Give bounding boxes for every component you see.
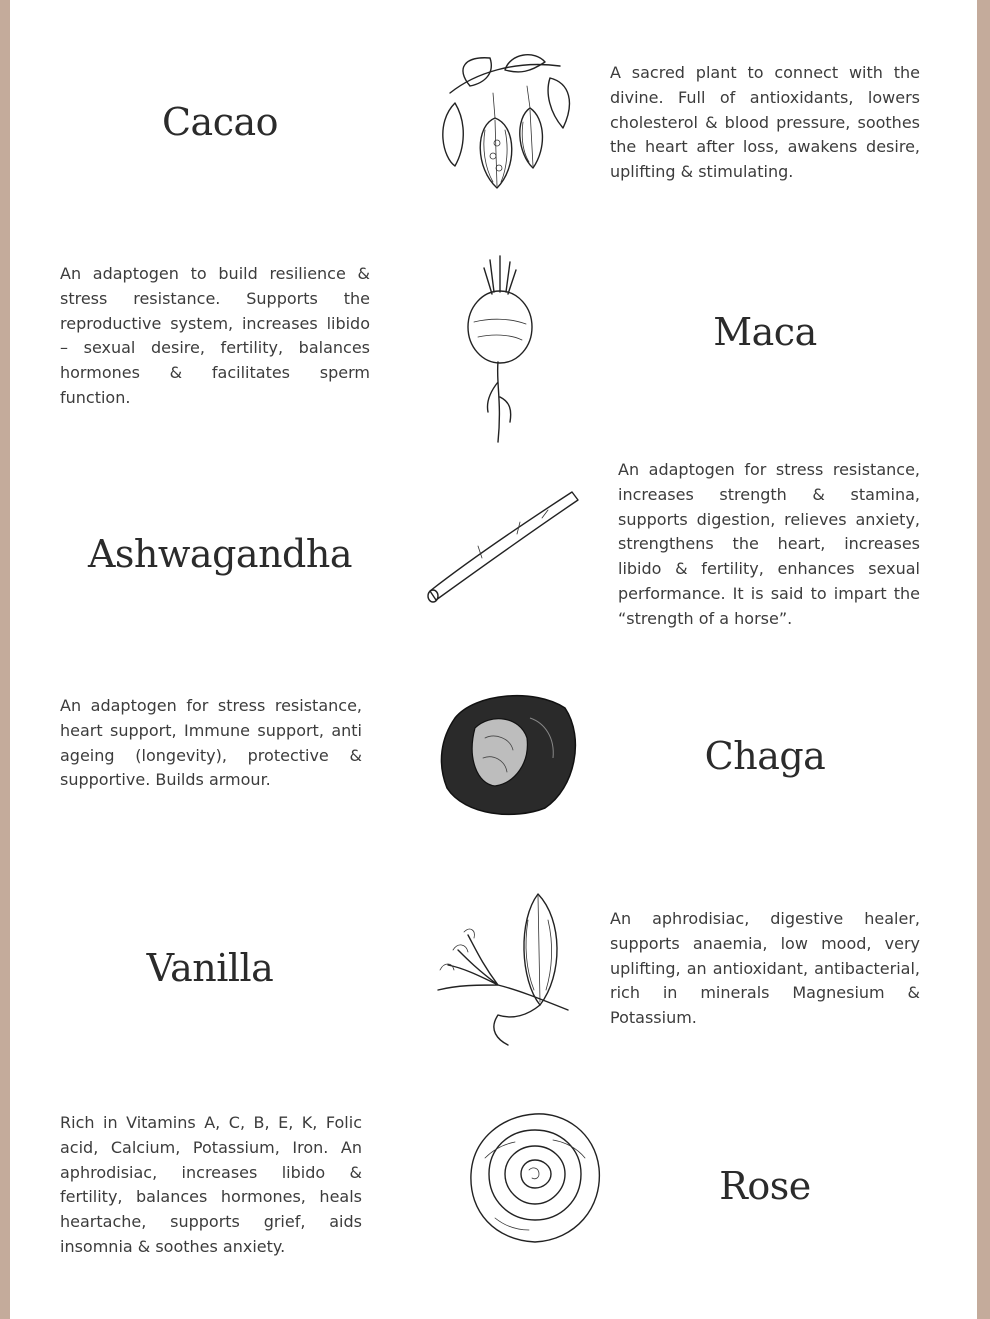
rose-flower-icon [465, 1108, 605, 1248]
herb-name: Chaga [704, 734, 826, 778]
herb-ashwagandha [10, 450, 977, 680]
herb-description: An adaptogen to build resilience & stress resistance. Supports the reproductive system, increases libido – sexual desire, fertility, balances hormones & facilitates sperm function. [60, 264, 370, 407]
herb-name: Maca [713, 310, 817, 354]
herb-name: Cacao [161, 100, 279, 144]
herb-description: An aphrodisiac, digestive healer, supports anaemia, low mood, very uplifting, an antioxidant, antibacterial, rich in minerals Magnesium & Potassium. [610, 909, 920, 1028]
herb-sheet [10, 0, 977, 1319]
herb-description: Rich in Vitamins A, C, B, E, K, Folic acid, Calcium, Potassium, Iron. An aphrodisiac, increases libido & fertility, balances hormones, heals heartache, supports grief, aids insomnia & soothes anxiety. [60, 1113, 362, 1256]
herb-rose [10, 1090, 977, 1319]
herb-chaga [10, 680, 977, 870]
herb-name: Ashwagandha [87, 532, 352, 576]
herb-cacao [10, 0, 977, 230]
herb-name: Vanilla [146, 946, 274, 990]
herb-name: Rose [719, 1164, 811, 1208]
vanilla-flower-icon [428, 890, 578, 1050]
herb-maca [10, 230, 977, 450]
ashwagandha-root-icon [422, 486, 582, 606]
herb-description: An adaptogen for stress resistance, heart support, Immune support, anti ageing (longevity), protective & supportive. Builds armour. [60, 696, 362, 790]
herb-description: A sacred plant to connect with the divine. Full of antioxidants, lowers cholesterol & blood pressure, soothes the heart after loss, awakens desire, uplifting & stimulating. [610, 63, 920, 182]
herb-vanilla [10, 870, 977, 1090]
chaga-mushroom-icon [435, 688, 580, 818]
maca-root-icon [460, 252, 540, 447]
herb-description: An adaptogen for stress resistance, increases strength & stamina, supports digestion, relieves anxiety, strengthens the heart, increases libido & fertility, enhances sexual performance. It is said to impart the “strength of a horse”. [618, 460, 920, 628]
cacao-pod-icon [435, 48, 585, 198]
